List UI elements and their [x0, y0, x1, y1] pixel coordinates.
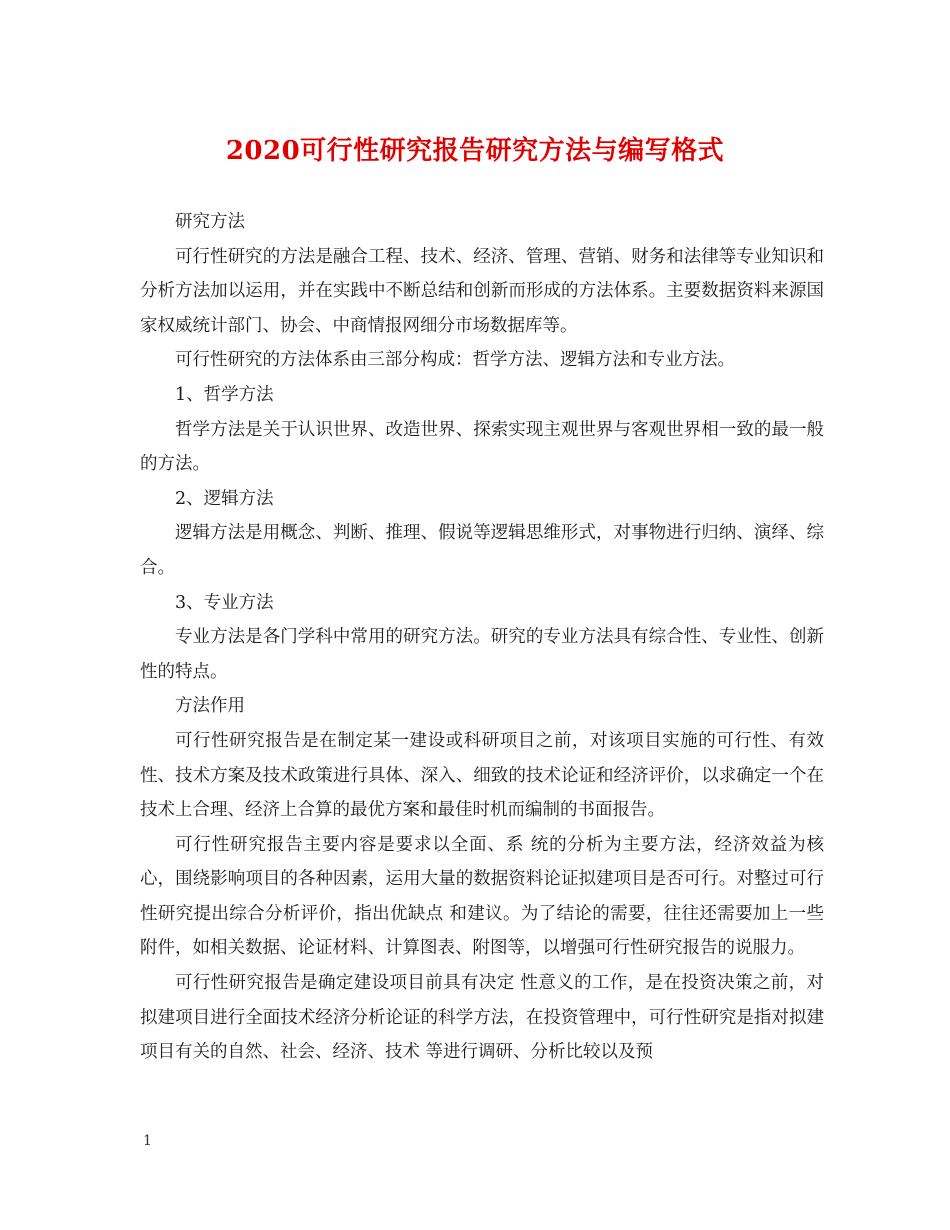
paragraph-logic-method: 逻辑方法是用概念、判断、推理、假说等逻辑思维形式，对事物进行归纳、演绎、综合。: [140, 523, 824, 578]
paragraph-methods-intro: 可行性研究的方法是融合工程、技术、经济、管理、营销、财务和法律等专业知识和分析方法加以运用，并在实践中不断总结和创新而形成的方法体系。主要数据资料来源国家权威统计部门、协会、中商情报网细分市场数据库等。: [140, 246, 824, 336]
paragraph-report-definition: 可行性研究报告是在制定某一建设或科研项目之前，对该项目实施的可行性、有效性、技术方案及技术政策进行具体、深入、细致的技术论证和经济评价，以求确定一个在技术上合理、经济上合算的最优方案和最佳时机而编制的书面报告。: [140, 730, 824, 821]
paragraph-report-content: 可行性研究报告主要内容是要求以全面、系 统的分析为主要方法，经济效益为核心，围绕影响项目的各种因素，运用大量的数据资料论证拟建项目是否可行。对整过可行性研究提出综合分析评价，指出优缺点 和建议。为了结论的需要，往往还需要加上一些附件，如相关数据、论证材料、计算图表、附图等，以增强可行性研究报告的说服力。: [140, 834, 824, 959]
section-heading-method-role: 方法作用: [175, 696, 245, 717]
subheading-logic-method: 2、逻辑方法: [175, 488, 274, 509]
page-number: 1: [143, 1133, 152, 1149]
paragraph-report-significance: 可行性研究报告是确定建设项目前具有决定 性意义的工作，是在投资决策之前，对拟建项目进行全面技术经济分析论证的科学方法，在投资管理中，可行性研究是指对拟建项目有关的自然、社会、经济、技术 等进行调研、分析比较以及预: [140, 973, 824, 1063]
paragraph-method-system: 可行性研究的方法体系由三部分构成：哲学方法、逻辑方法和专业方法。: [175, 350, 735, 371]
subheading-philosophy-method: 1、哲学方法: [175, 384, 274, 405]
document-body: [140, 205, 824, 1070]
paragraph-philosophy-method: 哲学方法是关于认识世界、改造世界、探索实现主观世界与客观世界相一致的最一般的方法。: [140, 419, 824, 475]
subheading-professional-method: 3、专业方法: [175, 592, 274, 613]
section-heading-research-methods: 研究方法: [175, 212, 245, 232]
paragraph-professional-method: 专业方法是各门学科中常用的研究方法。研究的专业方法具有综合性、专业性、创新性的特点。: [140, 627, 824, 682]
document-title: 2020可行性研究报告研究方法与编写格式: [225, 136, 725, 166]
